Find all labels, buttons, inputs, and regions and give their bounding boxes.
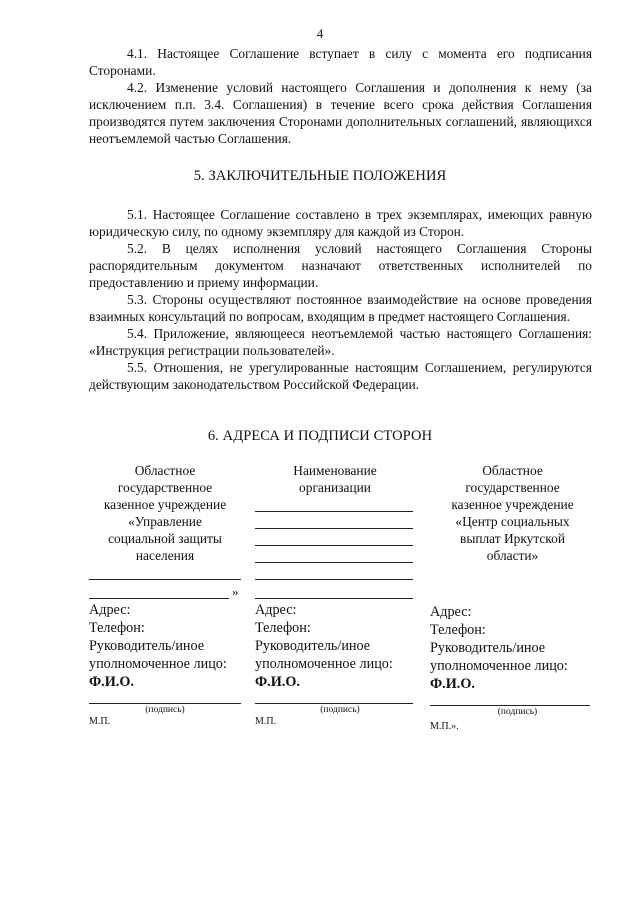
party-2-signature-label: (подпись) xyxy=(320,705,360,715)
party-2-name-line-5 xyxy=(255,579,413,580)
party-1-signature-line xyxy=(89,703,241,704)
paragraph-5-2: 5.2. В целях исполнения условий настоящего Соглашения Стороны распорядительным документом назначают ответственных исполнителей по предоставлению и приему информации. xyxy=(89,241,592,290)
party-3-stamp-label: М.П.». xyxy=(430,721,459,732)
org-line: «Управление xyxy=(128,514,202,529)
org-line: населения xyxy=(135,548,195,563)
party-1-contact xyxy=(89,601,227,691)
section-5-text xyxy=(89,206,592,393)
authorized-person-label: уполномоченное лицо: xyxy=(430,658,568,674)
party-3-org-name xyxy=(430,462,595,564)
phone-label: Телефон: xyxy=(255,620,311,636)
paragraph-5-3: 5.3. Стороны осуществляют постоянное взаимодействие на основе проведения взаимных консультаций по вопросам, входящим в предмет настоящего Соглашения. xyxy=(89,292,592,324)
head-label: Руководитель/иное xyxy=(89,638,205,654)
party-2-name-line-4 xyxy=(255,562,413,563)
party-1-org-name xyxy=(89,462,241,564)
party-2-org-name xyxy=(255,462,415,496)
authorized-person-label: уполномоченное лицо: xyxy=(255,656,393,672)
fio-label: Ф.И.О. xyxy=(255,674,300,690)
org-line: выплат Иркутской xyxy=(460,531,565,546)
party-2-name-line-3 xyxy=(255,545,413,546)
org-line: государственное xyxy=(117,480,213,495)
org-line: казенное учреждение xyxy=(103,497,227,512)
paragraph-4-2: 4.2. Изменение условий настоящего Соглашения и дополнения к нему (за исключением п.п. 3.4. Соглашения) в течение всего срока действия Соглашения производятся путем заключения Сторонами дополнительных соглашений, являющихся неотъемлемой частью Соглашения. xyxy=(89,80,592,146)
fio-label: Ф.И.О. xyxy=(89,674,134,690)
party-2-name-line-2 xyxy=(255,528,413,529)
org-line: организации xyxy=(299,480,371,495)
party-1-closing-quote: » xyxy=(232,584,239,599)
party-1-stamp-label: М.П. xyxy=(89,716,111,727)
party-2-contact xyxy=(255,601,393,691)
org-line: области» xyxy=(486,548,539,563)
party-1-name-line-2 xyxy=(89,598,229,599)
org-line: государственное xyxy=(465,480,560,495)
phone-label: Телефон: xyxy=(430,622,486,638)
party-2-signature-line xyxy=(255,703,413,704)
org-line: казенное учреждение xyxy=(451,497,574,512)
section-4-text xyxy=(89,45,592,147)
party-2-name-line-1 xyxy=(255,511,413,512)
section-6-heading: 6. АДРЕСА И ПОДПИСИ СТОРОН xyxy=(207,428,433,444)
authorized-person-label: уполномоченное лицо: xyxy=(89,656,227,672)
address-label: Адрес: xyxy=(430,604,472,620)
fio-label: Ф.И.О. xyxy=(430,676,475,692)
org-line: Наименование xyxy=(293,463,377,478)
phone-label: Телефон: xyxy=(89,620,145,636)
address-label: Адрес: xyxy=(255,602,297,618)
party-1-name-line-1 xyxy=(89,579,241,580)
org-line: «Центр социальных xyxy=(455,514,570,529)
paragraph-4-1: 4.1. Настоящее Соглашение вступает в силу с момента его подписания Сторонами. xyxy=(89,46,592,78)
party-3-signature-line xyxy=(430,705,590,706)
party-1-signature-label: (подпись) xyxy=(145,705,185,715)
org-line: социальной защиты xyxy=(108,531,222,546)
org-line: Областное xyxy=(482,463,543,478)
head-label: Руководитель/иное xyxy=(255,638,371,654)
page-number: 4 xyxy=(316,26,324,41)
party-3-signature-label: (подпись) xyxy=(497,707,538,717)
paragraph-5-1: 5.1. Настоящее Соглашение составлено в трех экземплярах, имеющих равную юридическую силу, по одному экземпляру для каждой из Сторон. xyxy=(89,207,592,239)
paragraph-5-4: 5.4. Приложение, являющееся неотъемлемой частью настоящего Соглашения: «Инструкция регистрации пользователей». xyxy=(89,326,592,358)
head-label: Руководитель/иное xyxy=(430,640,546,656)
party-3-contact xyxy=(430,603,568,693)
org-line: Областное xyxy=(134,463,196,478)
party-2-stamp-label: М.П. xyxy=(255,716,277,727)
address-label: Адрес: xyxy=(89,602,131,618)
paragraph-5-5: 5.5. Отношения, не урегулированные настоящим Соглашением, регулируются действующим законодательством Российской Федерации. xyxy=(89,360,592,392)
section-5-heading: 5. ЗАКЛЮЧИТЕЛЬНЫЕ ПОЛОЖЕНИЯ xyxy=(193,168,447,184)
party-2-name-line-6 xyxy=(255,598,413,599)
